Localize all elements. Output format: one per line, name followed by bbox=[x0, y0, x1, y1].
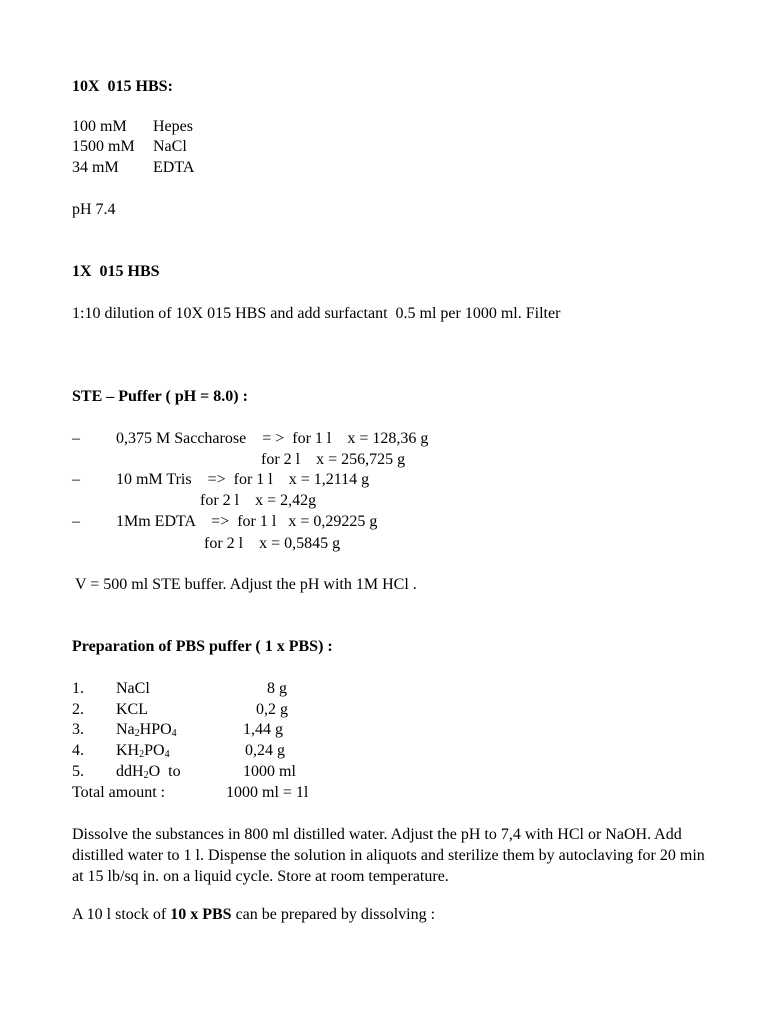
pbs-amount-1: 8 g bbox=[267, 680, 287, 697]
pbs-total-label: Total amount : bbox=[72, 784, 166, 801]
hbs10x-ph: pH 7.4 bbox=[72, 201, 116, 218]
pbs-amount-4: 0,24 g bbox=[245, 742, 285, 759]
pbs-amount-2: 0,2 g bbox=[256, 701, 288, 718]
hbs10x-name-2: NaCl bbox=[153, 138, 187, 155]
pbs-amount-3: 1,44 g bbox=[243, 721, 283, 738]
hbs10x-amount-3: 34 mM bbox=[72, 159, 119, 176]
hbs10x-name-3: EDTA bbox=[153, 159, 195, 176]
ste-bullet-2: – bbox=[72, 471, 80, 488]
pbs-instructions: Dissolve the substances in 800 ml distilled water. Adjust the pH to 7,4 with HCl or NaOH. Add distilled water to 1 l. Dispense the solution in aliquots and sterilize them by autoclaving for 20 min at 15 lb/sq in. on a liquid cycle. Store at room temperature. bbox=[72, 826, 705, 885]
ste-item-3-sub: for 2 l x = 0,5845 g bbox=[204, 535, 341, 552]
pbs-name-5: ddH$_2$O to bbox=[116, 763, 181, 781]
hbs1x-text: 1:10 dilution of 10X 015 HBS and add surfactant 0.5 ml per 1000 ml. Filter bbox=[72, 305, 561, 322]
pbs-amount-5: 1000 ml bbox=[243, 763, 296, 780]
pbs-num-3: 3. bbox=[72, 721, 84, 738]
ste-bullet-3: – bbox=[72, 513, 80, 530]
pbs-name-3: $Na_2HPO_4$ bbox=[116, 721, 177, 739]
ste-item-2: 10 mM Tris => for 1 l x = 1,2114 g bbox=[116, 471, 370, 488]
pbs-stock-line: A 10 l stock of 10 x PBS can be prepared by dissolving : bbox=[72, 906, 436, 923]
ste-item-2-sub: for 2 l x = 2,42g bbox=[200, 492, 317, 509]
pbs-name-2: KCL bbox=[116, 701, 148, 718]
hbs10x-amount-1: 100 mM bbox=[72, 118, 127, 135]
hbs10x-amount-2: 1500 mM bbox=[72, 138, 135, 155]
pbs-name-4: $KH_2PO_4$ bbox=[116, 742, 170, 760]
pbs-num-2: 2. bbox=[72, 701, 84, 718]
pbs-num-4: 4. bbox=[72, 742, 84, 759]
ste-title: STE – Puffer ( pH = 8.0) : bbox=[72, 388, 248, 405]
pbs-title: Preparation of PBS puffer ( 1 x PBS) : bbox=[72, 638, 333, 655]
hbs10x-name-1: Hepes bbox=[153, 118, 193, 135]
hbs1x-title: 1X 015 HBS bbox=[72, 263, 160, 280]
pbs-num-5: 5. bbox=[72, 763, 84, 780]
ste-item-1-sub: for 2 l x = 256,725 g bbox=[261, 451, 406, 468]
ste-item-3: 1Mm EDTA => for 1 l x = 0,29225 g bbox=[116, 513, 378, 530]
ste-volume-note: V = 500 ml STE buffer. Adjust the pH with 1M HCl . bbox=[75, 576, 417, 593]
ste-bullet-1: – bbox=[72, 430, 80, 447]
ste-item-1: 0,375 M Saccharose = > for 1 l x = 128,36 g bbox=[116, 430, 429, 447]
pbs-name-1: NaCl bbox=[116, 680, 150, 697]
pbs-num-1: 1. bbox=[72, 680, 84, 697]
hbs10x-title: 10X 015 HBS: bbox=[72, 78, 173, 95]
pbs-total-value: 1000 ml = 1l bbox=[226, 784, 309, 801]
